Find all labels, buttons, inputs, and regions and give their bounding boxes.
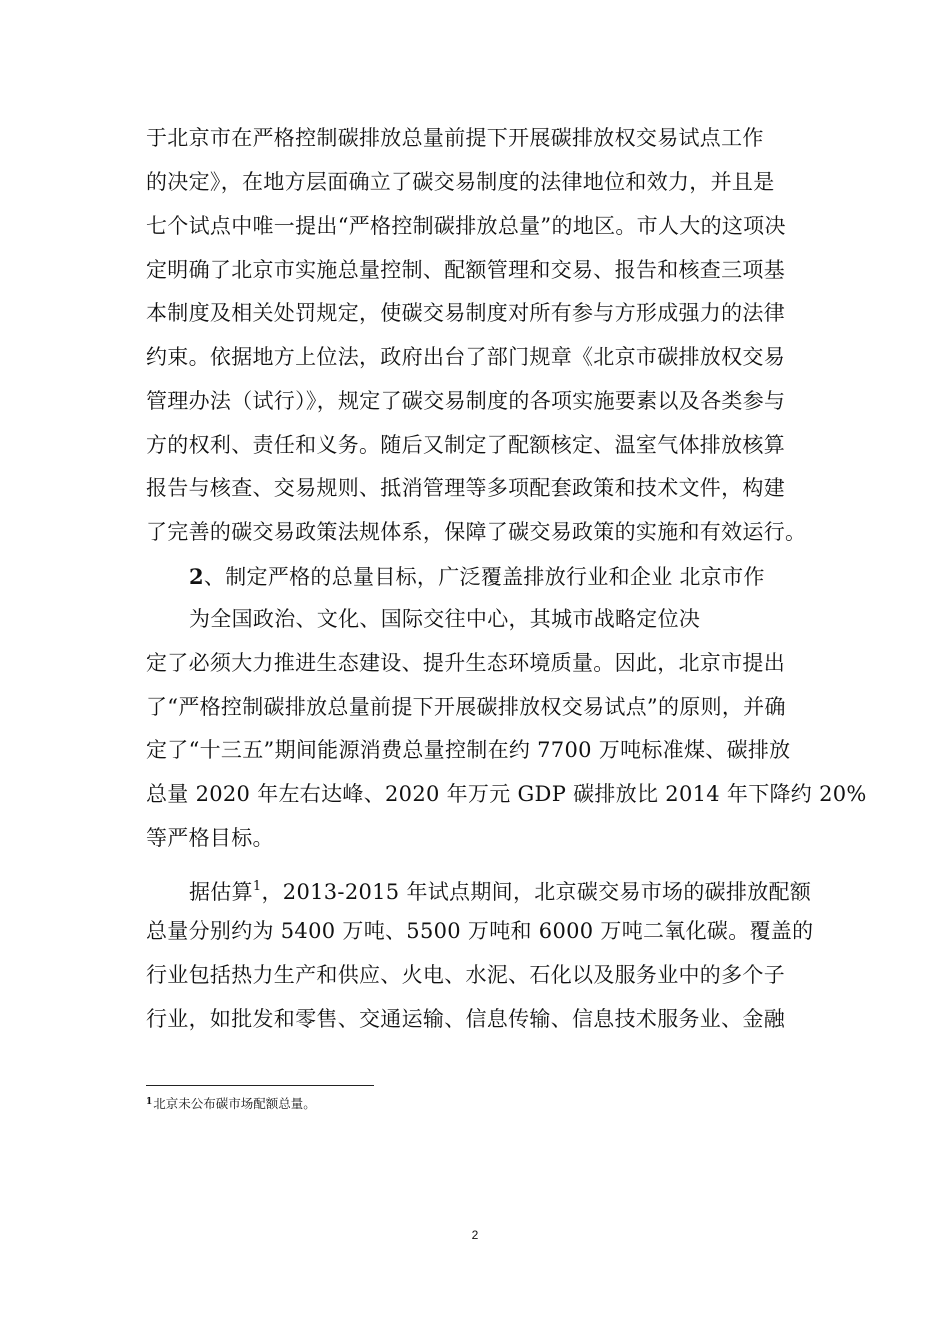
paragraph3-suffix: ，2013-2015 年试点期间，北京碳交易市场的碳排放配额 [261,880,812,904]
paragraph3-line: 行业包括热力生产和供应、火电、水泥、石化以及服务业中的多个子 [146,963,785,987]
paragraph3-line: 行业，如批发和零售、交通运输、信息传输、信息技术服务业、金融 [146,1007,785,1031]
paragraph1-line: 管理办法（试行）》，规定了碳交易制度的各项实施要素以及各类参与 [146,389,786,413]
paragraph2-line: 定了“十三五”期间能源消费总量控制在约 7700 万吨标准煤、碳排放 [146,738,791,762]
footnote [146,1094,316,1112]
paragraph3-prefix: 据估算 [189,880,253,904]
paragraph2-line: 了“严格控制碳排放总量前提下开展碳排放权交易试点”的原则，并确 [146,695,786,719]
paragraph1-line: 约束。依据地方上位法，政府出台了部门规章《北京市碳排放权交易 [146,345,785,369]
paragraph1-line: 本制度及相关处罚规定，使碳交易制度对所有参与方形成强力的法律 [146,301,785,325]
paragraph1-line: 的决定》，在地方层面确立了碳交易制度的法律地位和效力，并且是 [146,170,775,194]
paragraph1-line: 于北京市在严格控制碳排放总量前提下开展碳排放权交易试点工作 [146,126,764,150]
paragraph1-line: 了完善的碳交易政策法规体系，保障了碳交易政策的实施和有效运行。 [146,520,807,544]
section-heading-number: 2 [189,564,204,589]
section-heading-text: 、制定严格的总量目标，广泛覆盖排放行业和企业 北京市作 [203,565,765,589]
paragraph1-line: 七个试点中唯一提出“严格控制碳排放总量”的地区。市人大的这项决 [146,214,786,238]
page-number: 2 [471,1228,479,1242]
section-heading-continuation: 为全国政治、文化、国际交往中心，其城市战略定位决 [189,607,701,631]
paragraph1-line: 定明确了北京市实施总量控制、配额管理和交易、报告和核查三项基 [146,258,785,282]
paragraph3-first-line [189,873,819,906]
paragraph2-line: 总量 2020 年左右达峰、2020 年万元 GDP 碳排放比 2014 年下降约 20% [146,782,867,806]
paragraph1-line: 方的权利、责任和义务。随后又制定了配额核定、温室气体排放核算 [146,433,785,457]
footnote-text: 北京未公布碳市场配额总量。 [153,1096,316,1111]
footnote-reference[interactable]: 1 [252,879,262,894]
footnote-marker: 1 [146,1097,153,1107]
paragraph2-line: 定了必须大力推进生态建设、提升生态环境质量。因此，北京市提出 [146,651,785,675]
section-heading-2 [189,563,819,591]
paragraph1-line: 报告与核查、交易规则、抵消管理等多项配套政策和技术文件，构建 [146,476,785,500]
footnote-divider [146,1085,374,1086]
paragraph3-line: 总量分别约为 5400 万吨、5500 万吨和 6000 万吨二氧化碳。覆盖的 [146,919,814,943]
paragraph2-line: 等严格目标。 [146,826,274,850]
